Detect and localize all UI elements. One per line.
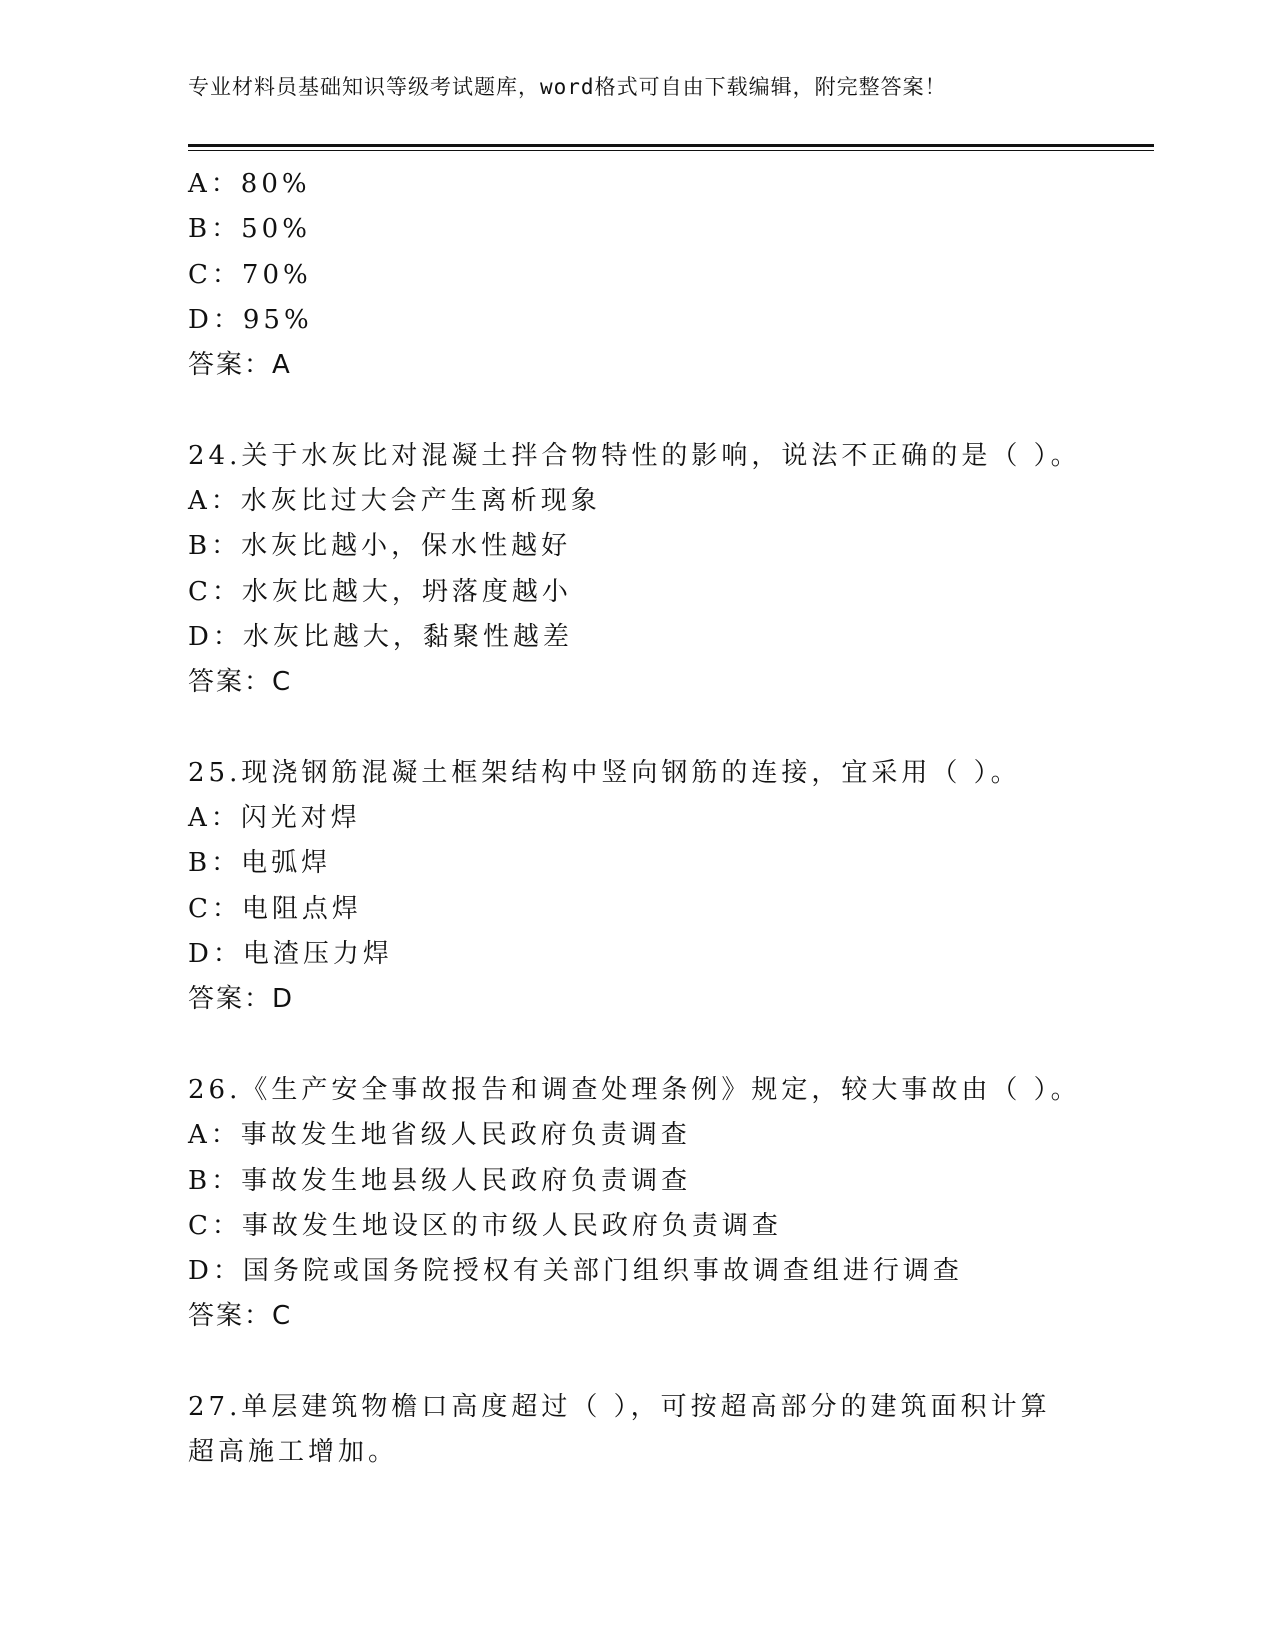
question-block-26 — [188, 1068, 1088, 1340]
option-d: D：水灰比越大，黏聚性越差 — [188, 621, 573, 652]
question-block-27 — [188, 1385, 1088, 1476]
answer-line: 答案：C — [188, 667, 293, 698]
option-d: D：电渣压力焊 — [188, 939, 393, 970]
header-divider-thick — [188, 144, 1154, 147]
option-a: A：水灰比过大会产生离析现象 — [188, 486, 601, 517]
option-c: C：事故发生地设区的市级人民政府负责调查 — [188, 1210, 782, 1241]
option-b: B：电弧焊 — [188, 848, 332, 879]
option-b: B：50% — [188, 214, 311, 245]
option-a: A：事故发生地省级人民政府负责调查 — [188, 1120, 691, 1151]
option-a: A：80% — [188, 169, 311, 199]
option-c: C：水灰比越大，坍落度越小 — [188, 576, 572, 607]
question-block-24 — [188, 434, 1088, 706]
option-b: B：水灰比越小，保水性越好 — [188, 531, 572, 562]
answer-line: 答案：A — [188, 350, 292, 381]
page-header: 专业材料员基础知识等级考试题库，word格式可自由下载编辑，附完整答案！ — [188, 75, 947, 99]
header-divider-thin — [188, 150, 1154, 151]
option-d: D：95% — [188, 304, 313, 335]
question-content — [188, 162, 1088, 1476]
question-stem: 26.《生产安全事故报告和调查处理条例》规定，较大事故由（ ）。 — [188, 1074, 1081, 1105]
option-d: D：国务院或国务院授权有关部门组织事故调查组进行调查 — [188, 1256, 963, 1287]
question-block-25 — [188, 751, 1088, 1023]
answer-line: 答案：C — [188, 1301, 293, 1332]
option-b: B：事故发生地县级人民政府负责调查 — [188, 1165, 692, 1196]
option-c: C：70% — [188, 259, 312, 290]
option-c: C：电阻点焊 — [188, 893, 362, 924]
question-stem: 25.现浇钢筋混凝土框架结构中竖向钢筋的连接，宜采用（ ）。 — [188, 757, 1021, 788]
question-stem: 24.关于水灰比对混凝土拌合物特性的影响，说法不正确的是（ ）。 — [188, 440, 1081, 471]
question-stem: 27.单层建筑物檐口高度超过（ ），可按超高部分的建筑面积计算超高施工增加。 — [188, 1392, 1051, 1468]
option-a: A：闪光对焊 — [188, 803, 361, 834]
answer-line: 答案：D — [188, 984, 295, 1015]
question-block-prev — [188, 162, 1088, 388]
